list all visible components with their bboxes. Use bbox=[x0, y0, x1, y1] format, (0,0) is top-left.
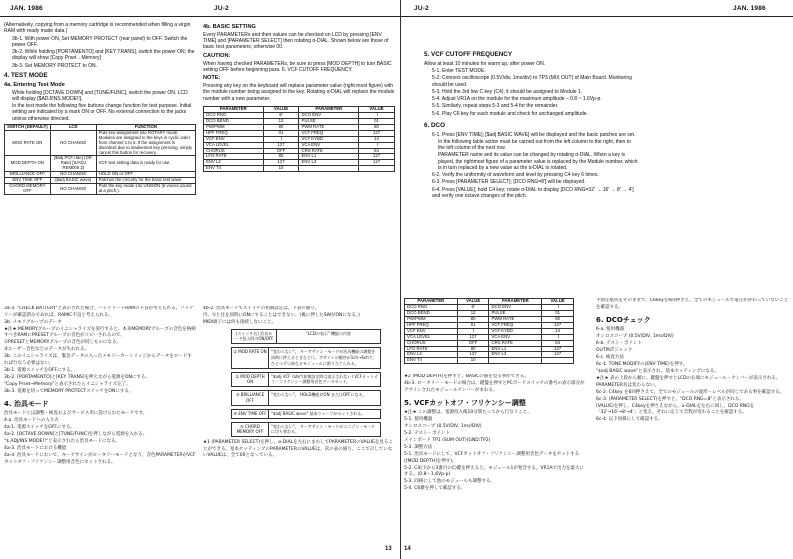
jp-parameter-table-wrap bbox=[404, 298, 574, 372]
table-cell: CHORUS bbox=[204, 148, 264, 154]
english-col-3 bbox=[424, 48, 639, 293]
table-cell: PULSE bbox=[489, 310, 542, 316]
page-number-right: 14 bbox=[404, 546, 411, 552]
jp-intro: 4b-2. 治具モードでスイッチの初期設定は、下表の通り。 bbox=[203, 306, 320, 311]
jp-line: 6-b. テスト・ポイント bbox=[596, 341, 643, 347]
japanese-col-1 bbox=[4, 306, 196, 551]
jp-line: 5-2. C4(下から3番目のC)鍵を押えると、モジュール1が発音する。VR1Aで出力を最大にする。(0.8～1.6Vp-p) bbox=[404, 465, 585, 478]
caution-body: When having checked PARAMETERs, be sure to press [MOD DEPTH] to turn BASIC setting OFF before beginning para. 6. VCF CUTOFF FREQUENCY. bbox=[203, 60, 392, 73]
jp-section-5-title: 5. VCFカットオフ・フリケンシー調整 bbox=[404, 399, 526, 408]
table-cell: Puts the key mode into UNISON (6 voices sound at a pitch.). bbox=[96, 184, 195, 195]
table-cell: 64 bbox=[359, 148, 395, 154]
table-cell: VCF ENV bbox=[405, 328, 458, 334]
table-cell: VCF ENV bbox=[204, 136, 264, 142]
section-5-title: 5. VCF CUTOFF FREQUENCY bbox=[424, 51, 513, 58]
jp-diagram-row bbox=[231, 372, 381, 388]
section-4b-title: 4b. BASIC SETTING bbox=[203, 24, 256, 30]
table-cell: 12 bbox=[263, 118, 299, 124]
page-gutter bbox=[400, 0, 401, 559]
jp-diagram-function: "変わらない"。 HOLD機能がON またはOFFになる。 bbox=[269, 390, 381, 406]
jp-line: 治具モードとは調整・検査およびサービス用に設けられたモードです。 bbox=[4, 411, 148, 417]
table-cell: MOD RATE ON bbox=[5, 130, 51, 156]
step-5-5: 5-5. Similarly, repeat steps 5-3 and 5-4 for the remainder. bbox=[432, 103, 559, 110]
jp-line: "Copy Prset→Memory"と表示されたらイニシャライズ完了。 bbox=[4, 381, 131, 387]
page-number-left: 13 bbox=[385, 546, 392, 552]
table-cell: LFO RATE bbox=[204, 154, 264, 160]
jp-diagram-function: "$adj BASIC wave" 基本ウェーブがセットされる。 bbox=[269, 409, 381, 419]
table-cell: [$adj BASIC wave] bbox=[50, 178, 96, 184]
table-cell: VCA LEVEL bbox=[405, 334, 458, 340]
jp-diagram-row bbox=[231, 422, 381, 438]
table-cell: DCO RNG bbox=[405, 304, 458, 310]
section-4b-body: Every PARAMETERs and their values can be checked on LCD by pressing [ENV TIME] and [PARAMETER SELECT] then rotating α-DIAL. Shown below are those of basic test parameters; otherwise 00. bbox=[203, 31, 389, 51]
table-cell: VCF test setting data is ready for use. bbox=[96, 156, 195, 172]
table-cell: DCO BEND bbox=[405, 310, 458, 316]
table-cell: ⅂ bbox=[359, 142, 395, 148]
jp-diagram-switch: ④ ENV TIME OFF bbox=[231, 409, 269, 419]
table-cell: VCF FREQ bbox=[299, 130, 359, 136]
table-cell: OFF bbox=[457, 340, 489, 346]
table-cell: 8' bbox=[263, 112, 299, 118]
table-cell: DCO ENV bbox=[299, 112, 359, 118]
table-cell: PW/PWM bbox=[405, 316, 458, 322]
jp-diagram-row bbox=[231, 347, 381, 368]
section-4a-body-2: In the test mode the following five buttons change function for test purpose. Initial setting are indicated by a mark ON or OFF. No external connection to the jacks unless otherwise directed. bbox=[12, 103, 192, 122]
english-col-1 bbox=[4, 22, 196, 300]
step-3b-3: 3b-3. Set MEMORY PROTECT to ON. bbox=[12, 62, 98, 69]
step-6-1: 6-1. Press [ENV TIME]; [$adj BASIC WAVE] will be displayed and the basic patches are set. bbox=[432, 131, 636, 138]
step-5-6: 5-6. Play C6 key for each module and check for unchanged amplitude. bbox=[432, 110, 588, 117]
table-cell: 12 bbox=[457, 310, 489, 316]
jp-diagram-function: "変わらない"。 キーアサイン・モードがユニゾン・モードに切り替わる。 bbox=[269, 422, 381, 438]
jp-line: メインボード TP1 (SUM OUT)(GND:TP2) bbox=[404, 438, 491, 444]
jp-line: MIDI端子には何も接続しないこと。 bbox=[203, 320, 277, 326]
table-cell: LFO RATE bbox=[405, 346, 458, 352]
table-cell: OFF bbox=[263, 148, 299, 154]
table-cell: 14 bbox=[542, 328, 574, 334]
jp-diagram-row bbox=[231, 390, 381, 406]
table-cell: 01 bbox=[359, 118, 395, 124]
table-header: PARAMETER bbox=[489, 299, 542, 305]
table-cell: 01 bbox=[263, 130, 299, 136]
table-cell: ENV L3 bbox=[299, 160, 359, 166]
table-cell: ENV T4 bbox=[204, 166, 264, 172]
table-cell: Patches the circuitry for the basic test wave. bbox=[96, 178, 195, 184]
table-cell: VCA ENV bbox=[489, 334, 542, 340]
jp-line: 3b-2. [PORTAMENTO]と[KEY TRANS]を押えながら電源をONにする。 bbox=[4, 374, 150, 380]
jp-diagram-function: "変わらない"。 キーアサイン・モードが治具機能の調整を同時に押えるときなどに、アサインの順序が1ch→6chで、ひとつずつ異なるモジュールに割り当てられる。 bbox=[269, 347, 381, 368]
table-cell: 80 bbox=[542, 316, 574, 322]
jp-line: オシロスコープ (0.5V/DIV, 1ms/DIV) bbox=[596, 334, 674, 340]
table-row bbox=[405, 358, 574, 364]
table-cell: VCF FREQ bbox=[489, 322, 542, 328]
table-cell: 01 bbox=[457, 322, 489, 328]
step-6-1-note: In the following table action must be carried out from the left column to the right, then to the left column of the next row. bbox=[438, 138, 631, 152]
table-cell: ⅂ bbox=[263, 136, 299, 142]
jp-line: 4a-4. 治具モードにおいて、キーアサインがロータリーモードとなり、音色PARAMETERがVCFカットオフ・フリケンシー調整用音色にセットされる。 bbox=[4, 453, 196, 465]
table-cell: [$adj PCF rate] (Off-Rate) [S/ADJ REM000 2] bbox=[50, 156, 96, 172]
table-cell: 80 bbox=[263, 154, 299, 160]
jp-diagram-switch: ③ BRILLIANCE OFF bbox=[231, 390, 269, 406]
table-cell: ⅂ bbox=[542, 304, 574, 310]
table-cell: 80 bbox=[263, 124, 299, 130]
jp-line: "$adj BASIC wave"と表示され、基本セッティングになる。 bbox=[596, 369, 719, 375]
table-cell: 127 bbox=[542, 352, 574, 358]
jp-line: 4b-3. ロータリー・モードの場合は、鍵盤を押すとPCボードスイッチの番号の表示部分がアサインされたモジュールナンバーがまわる。 bbox=[404, 381, 585, 393]
table-cell: DCO RNG bbox=[204, 112, 264, 118]
table-cell: 127 bbox=[359, 160, 395, 166]
table-cell: 14 bbox=[359, 136, 395, 142]
step-5-4: 5-4. Adjust VR1A on the module for the maximum amplitude – 0.8 ~ 1.6Vp-p. bbox=[432, 96, 602, 103]
table-cell: 10 bbox=[263, 166, 299, 172]
jp-line: 3b-1. 電源スイッチをOFFにする。 bbox=[4, 367, 76, 373]
table-header: PARAMETER bbox=[204, 106, 264, 112]
jp-line: ★注★ MEMORYグループのイニシャライズを実行すると、本来MEMORYグループの音色を格納すべきRAMにPRESETグループの音色がコピーされるので、 bbox=[4, 326, 196, 339]
step-6-2: 6-2. Verify the uniformity of waveform and level by pressing C4 key 6 times. bbox=[432, 172, 599, 179]
jp-line: 6-c. 検査方法 bbox=[596, 355, 624, 361]
jp-line: 4a-1. 電源スイッチをOFFにする。 bbox=[4, 425, 76, 431]
jp-line: ②ユーザー音色などのデータが失われる。 bbox=[4, 347, 90, 353]
step-5-3: 5-3. Hold the 3rd low C key (C4); it should be assigned to Module 1. bbox=[432, 88, 583, 95]
table-cell: 8' bbox=[457, 304, 489, 310]
table-cell: ENV L1 bbox=[299, 154, 359, 160]
jp-diagram-header bbox=[231, 329, 381, 345]
step-5-1: 5-1. Enter TEST MODE. bbox=[432, 68, 486, 75]
jp-line: 6c-3. (PARAMETER SELECT)を押すと、"DCO RNG=8"と表示される。 bbox=[596, 396, 744, 402]
header-left-model: JU-2 bbox=[214, 5, 229, 12]
jp-line: 5-2. テスト・ポイント bbox=[404, 431, 451, 437]
table-cell: VCF KYBD bbox=[299, 136, 359, 142]
jp-line: 5-4. C6鍵を押して確認する。 bbox=[404, 486, 466, 492]
jp-line: 半固定抵抗をそのままで、C6keyを6回押さえ、全てのモジュールで電圧がかわっていないことを確認する。 bbox=[596, 298, 789, 310]
table-cell: 80 bbox=[457, 316, 489, 322]
table-cell: ENV T4 bbox=[405, 358, 458, 364]
jp-line: ★2 (MOD DEPTH)を押すと、BASICの値を見る事ができる。 bbox=[404, 374, 529, 379]
table-cell: 127 bbox=[457, 334, 489, 340]
jp-line: 4a-2. [OCTAVE DOWN]と[TUNE/FUNC]を押しながら電源を入れる。 bbox=[4, 432, 148, 438]
note-body: Pressing any key on the keyboard will replace parameter value (right-most figure) with the module number being assigned to the key. Rotating α-DIAL will replace the module number with a new parameter. bbox=[203, 83, 395, 102]
jp-line: 3b. このイニシャライズは、緊急データの入ったメモリーカートリッジからデータをロードすれば行なう必要はない。 bbox=[4, 354, 192, 366]
jp-line: 3b. メモリグループのデータ bbox=[4, 319, 62, 325]
table-cell: BRILLIANCE OFF bbox=[5, 172, 51, 178]
table-cell: 64 bbox=[542, 340, 574, 346]
table-row bbox=[5, 130, 196, 156]
table-cell: PWM RATE bbox=[299, 124, 359, 130]
jp-section-4-title: 4. 治具モード bbox=[4, 400, 49, 409]
table-cell: CHORD MEMORY OFF bbox=[5, 184, 51, 195]
caution-title: CAUTION: bbox=[203, 52, 231, 59]
table-cell: HOLD ON or OFF bbox=[96, 172, 195, 178]
table-cell: CRS RATE bbox=[299, 148, 359, 154]
step-5-2: 5-2. Connect oscilloscope (0.5V/div, 1ms/div) to TP3 (MIX OUT) of Main Board. Monitoring should be used. bbox=[432, 75, 632, 88]
japanese-col-4 bbox=[596, 298, 789, 553]
jp-line: (VALUE)を押し、C4keyを押さえながら、α-DIALを左右に回し、DCO RNGを「32'→16'→8'→4'」と変え、それに応じて音程が変わることを確認する。 bbox=[596, 403, 755, 416]
jp-line: 6c-4. 以下同様にして確認する。 bbox=[596, 417, 663, 423]
section-6-title: 6. DCO bbox=[424, 121, 445, 129]
table-cell: DCO BEND bbox=[204, 118, 264, 124]
jp-line: 4-a. 治具モードへの入り方 bbox=[4, 418, 59, 424]
jp-line: "$ ADJ/INS MODE!!"と表示されたら治具モードになる。 bbox=[4, 439, 120, 445]
jp-note: ★1 (PARAMETER SELECT)を押し、α-DIALを左右にまわしてPARAMETERのVALUEを見ることができる。基本セッティングのPARAMETERのVALUEは、次の表の通り。ここで示していないVALUEは、全て00となっている。 bbox=[203, 440, 393, 459]
table-cell: NO CHANGE bbox=[50, 184, 96, 195]
table-row bbox=[204, 166, 395, 172]
step-3b-2: 3b-2. While holding [PORTAMENTO] and [KEY TRANS], switch the power ON; the display will show [Copy Prset→Memory] bbox=[12, 49, 195, 62]
jp-line: 5-3. 調整方法 bbox=[404, 445, 433, 451]
switch-function-table bbox=[4, 124, 196, 195]
table-cell: ⅂ bbox=[457, 328, 489, 334]
jp-line: 6c-2. C4key を6回押さえて、全てのモジュールの波形・レベルが同じである事を確認する。 bbox=[596, 389, 785, 395]
jp-line: オシロスコープ (0.5V/DIV, 1ms/DIV) bbox=[404, 424, 482, 430]
japanese-col-2 bbox=[203, 306, 395, 541]
jp-section-6-title: 6. DCOチェック bbox=[596, 316, 651, 325]
table-cell: 127 bbox=[263, 160, 299, 166]
jp-line: 3b-3. 電源を切ってMEMORY PROTECTスイッチをONにする。 bbox=[4, 388, 134, 394]
table-header: SWITCH (DEFAULT) bbox=[5, 124, 51, 130]
table-cell: PWM RATE bbox=[489, 316, 542, 322]
step-3b-1: 3b-1. With power ON, Set MEMORY PROTECT (rear panel) to OFF. Switch the power OFF. bbox=[12, 35, 188, 48]
table-header: PARAMETER bbox=[405, 299, 458, 305]
table-cell: 127 bbox=[542, 322, 574, 328]
note-title: NOTE: bbox=[203, 75, 221, 82]
jp-line: 3a-3. "CHECK BATTERY"と表示された場合、バッテリー＋RAMの不良が考えられる。バッテリーが確認済みであれば、RAMIC不良と考えられる。 bbox=[4, 306, 194, 318]
table-cell: CRS RATE bbox=[489, 340, 542, 346]
table-cell: ENV TIME OFF bbox=[5, 178, 51, 184]
basic-parameter-table bbox=[203, 106, 395, 172]
table-cell: DCO ENV bbox=[489, 304, 542, 310]
jp-diagram-switch: ② MOD DEPTH ON bbox=[231, 372, 269, 388]
table-cell bbox=[359, 166, 395, 172]
section-4a-body: While holding [OCTAVE DOWN] and [TUNE/FUNC], switch the power ON. LCD will display [$ADJ/INS MODE!!]. bbox=[12, 89, 188, 102]
jp-line: 5-1. 治具モードにして、VCFカットオフ・フリケンシー調整用音色データをセットする([MOD DEPTH]を押す)。 bbox=[404, 452, 580, 464]
table-cell: PW/PWM bbox=[204, 124, 264, 130]
table-cell: CHORUS bbox=[405, 340, 458, 346]
table-cell: 127 bbox=[359, 154, 395, 160]
table-cell: 10 bbox=[457, 358, 489, 364]
table-cell bbox=[489, 358, 542, 364]
table-cell: HPF FREQ bbox=[405, 322, 458, 328]
table-header: VALUE bbox=[359, 106, 395, 112]
english-col-2 bbox=[203, 22, 395, 300]
table-cell: 80 bbox=[457, 346, 489, 352]
jp-parameter-table bbox=[404, 298, 574, 364]
table-row bbox=[5, 184, 196, 195]
table-cell: ENV L1 bbox=[489, 346, 542, 352]
table-cell: 127 bbox=[457, 352, 489, 358]
intro-paragraph: (Alternatively, copying from a memory cartridge is recommended when filling a virgin RAM with ready made data.) bbox=[4, 22, 191, 35]
table-cell: PULSE bbox=[299, 118, 359, 124]
section-4-title: 4. TEST MODE bbox=[4, 71, 48, 79]
table-header: FUNCTION bbox=[96, 124, 195, 130]
table-cell bbox=[542, 358, 574, 364]
jp-diagram-header-left: (スイッチ名) 治具モード投入時のON/OFF bbox=[231, 329, 277, 345]
jp-diagram-switch: ① MOD RATE ON bbox=[231, 347, 269, 368]
jp-diagram-row bbox=[231, 409, 381, 419]
jp-diagram-function: "$adj VCF rate"(初期設定時は表示されない) VCFカットオフ・フリケンシー調整用音色データセット。 bbox=[269, 372, 381, 388]
table-header: LCD bbox=[50, 124, 96, 130]
table-cell: ENV L3 bbox=[489, 352, 542, 358]
jp-line: 4a-3. 治具モードにおける機能 bbox=[4, 446, 67, 452]
section-4a-title: 4a. Entering Test Mode bbox=[4, 81, 65, 88]
table-cell: ⅂ bbox=[542, 334, 574, 340]
jp-line: 5-1. 使用機器 bbox=[404, 417, 433, 423]
japanese-col-3 bbox=[404, 374, 586, 544]
table-cell: VCA LEVEL bbox=[204, 142, 264, 148]
header-right-model: JU-2 bbox=[414, 5, 429, 12]
table-cell: 127 bbox=[263, 142, 299, 148]
step-6-3: 6-3. Press [PARAMETER SELECT]; [DCO RNG=8'] will be displayed. bbox=[432, 179, 586, 186]
header-rule bbox=[0, 16, 793, 17]
table-cell: NO CHANGE bbox=[50, 172, 96, 178]
jp-line: ★注★ 表の上段から順に、鍵盤を押すとLCDの右端にモジュール・ナンバーが表示される。PARAMETER名は変わらない。 bbox=[596, 376, 781, 388]
table-cell: ENV L2 bbox=[204, 160, 264, 166]
table-header: VALUE bbox=[263, 106, 299, 112]
jp-line: 内、①と注を同時にONにすることはできない。(後に押したSWがONになる。) bbox=[203, 313, 360, 319]
jp-line: OUTPUTジャック bbox=[596, 348, 633, 354]
table-header: VALUE bbox=[542, 299, 574, 305]
section-5-intro: Allow at least 10 minutes for warm up, after power ON. bbox=[424, 60, 546, 67]
table-header: PARAMETER bbox=[299, 106, 359, 112]
table-cell: 127 bbox=[359, 130, 395, 136]
table-cell bbox=[299, 166, 359, 172]
table-cell: HPF FREQ bbox=[204, 130, 264, 136]
table-cell: VCA ENV bbox=[299, 142, 359, 148]
table-header: VALUE bbox=[457, 299, 489, 305]
jp-line: 6c-1. TONE MODIFYの(ENV TIME)を押す。 bbox=[596, 362, 688, 368]
header-left-date: JAN. 1986 bbox=[10, 5, 43, 12]
jp-line: ①PRESETとMEMORYグループの音色が同じものになる。 bbox=[4, 340, 122, 346]
jp-line: 6-a. 使用機器 bbox=[596, 327, 625, 333]
header-right-date: JAN. 1986 bbox=[733, 5, 766, 12]
table-cell: NO CHANGE bbox=[50, 130, 96, 156]
table-cell: 127 bbox=[542, 346, 574, 352]
jp-diagram-switch: ⑤ CHORD MEMORY OFF bbox=[231, 422, 269, 438]
table-cell: 80 bbox=[359, 124, 395, 130]
jp-diagram-header-right: "LCDの表示" 機能の内容 bbox=[277, 329, 381, 345]
table-cell: ⅂ bbox=[359, 112, 395, 118]
jp-line: 5-3. 同様にして他のモジュールも調整する。 bbox=[404, 479, 496, 485]
jp-line: ★注★ この調整は、電源投入後10分間たってから行なうこと。 bbox=[404, 410, 532, 416]
table-cell: ENV L2 bbox=[405, 352, 458, 358]
table-cell: 01 bbox=[542, 310, 574, 316]
table-cell: MOD DEPTH ON bbox=[5, 156, 51, 172]
step-6-1-note-2: PARAMETER name and its value can be changed by rotating α-DIAL. When a key is played, the rightmost figure of a parameter value is replaced by the Module number, which is in turn replaced by a new value as the α-DIAL is rotated. bbox=[438, 152, 638, 171]
step-6-4: 6-4. Press [VALUE]; hold C4 key; rotate α-DIAL to display [DCO RNG=32' → 16' → 8' → 4'] and verify one octave changes of the pitch. bbox=[432, 186, 634, 199]
table-cell: Puts key-assignment into ROTARY mode: Modules are assigned to the keys in cyclic order from channel 1 to 6. If the assignment is disorderd due to inadvertent key pressing, simply cancel this button for recovery. bbox=[96, 130, 195, 156]
table-row bbox=[5, 156, 196, 172]
table-cell: VCF KYBD bbox=[489, 328, 542, 334]
